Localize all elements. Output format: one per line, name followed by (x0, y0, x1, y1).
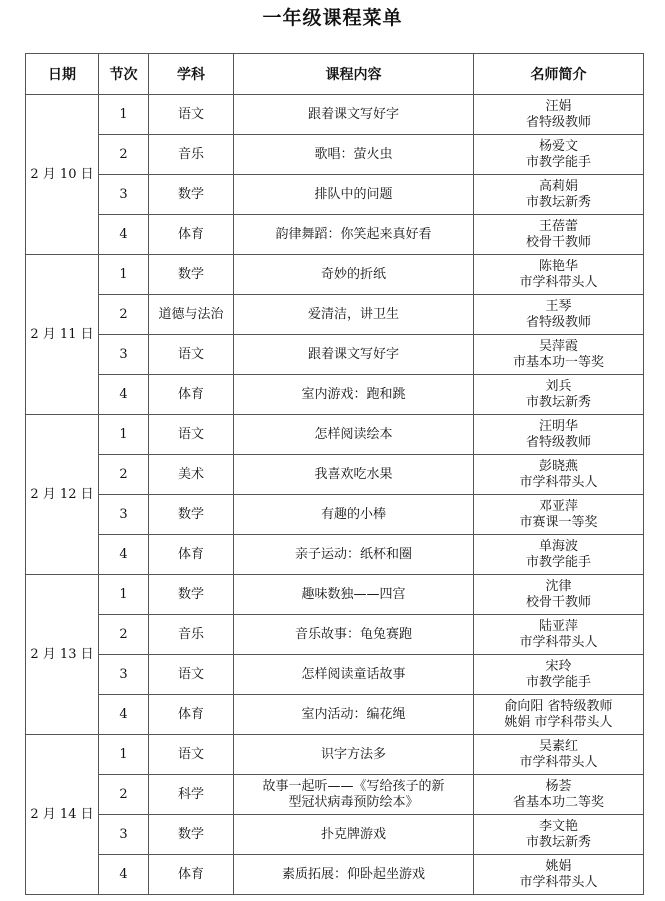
date-cell: 2 月 11 日 (26, 255, 99, 415)
subject-cell: 语文 (149, 735, 234, 775)
content-cell (234, 255, 474, 295)
subject-cell: 语文 (149, 335, 234, 375)
period-cell: 2 (99, 615, 149, 655)
teacher-cell (474, 495, 644, 535)
teacher-cell (474, 175, 644, 215)
period-cell: 4 (99, 535, 149, 575)
content-line: 排队中的问题 (314, 186, 393, 202)
teacher-name: 邓亚萍 (538, 498, 578, 514)
teacher-title: 市基本功一等奖 (512, 354, 604, 370)
teacher-name: 汪明华 (538, 418, 578, 434)
content-cell (234, 655, 474, 695)
table-row (26, 415, 644, 455)
content-cell (234, 775, 474, 815)
content-line: 音乐故事：龟兔赛跑 (294, 626, 412, 642)
subject-cell: 道德与法治 (149, 295, 234, 335)
period-cell: 3 (99, 655, 149, 695)
teacher-title: 市学科带头人 (519, 754, 598, 770)
table-row (26, 175, 644, 215)
subject-cell: 体育 (149, 695, 234, 735)
subject-cell: 音乐 (149, 615, 234, 655)
teacher-cell (474, 255, 644, 295)
teacher-name: 陈艳华 (538, 258, 578, 274)
period-cell: 2 (99, 455, 149, 495)
teacher-cell (474, 615, 644, 655)
teacher-cell (474, 815, 644, 855)
teacher-name: 刘兵 (545, 378, 572, 394)
date-cell: 2 月 13 日 (26, 575, 99, 735)
subject-cell: 数学 (149, 815, 234, 855)
period-cell: 1 (99, 735, 149, 775)
content-cell (234, 175, 474, 215)
header-subject: 学科 (149, 54, 234, 95)
teacher-name: 王蓓蕾 (538, 218, 578, 234)
period-cell: 1 (99, 575, 149, 615)
teacher-name: 王琴 (545, 298, 572, 314)
teacher-cell (474, 695, 644, 735)
content-cell (234, 575, 474, 615)
teacher-cell (474, 855, 644, 895)
period-cell: 4 (99, 375, 149, 415)
period-cell: 2 (99, 775, 149, 815)
content-cell (234, 695, 474, 735)
page-title: 一年级课程菜单 (262, 7, 403, 29)
table-row (26, 575, 644, 615)
content-cell (234, 375, 474, 415)
content-line: 韵律舞蹈：你笑起来真好看 (275, 226, 432, 242)
content-line: 识字方法多 (320, 746, 386, 762)
period-cell: 4 (99, 215, 149, 255)
teacher-title: 市教坛新秀 (525, 194, 591, 210)
content-cell (234, 735, 474, 775)
teacher-cell (474, 775, 644, 815)
table-row (26, 375, 644, 415)
content-cell (234, 855, 474, 895)
subject-cell: 数学 (149, 495, 234, 535)
subject-cell: 语文 (149, 415, 234, 455)
teacher-name: 高莉娟 (538, 178, 578, 194)
content-line: 扑克牌游戏 (320, 826, 386, 842)
content-line: 奇妙的折纸 (320, 266, 386, 282)
period-cell: 4 (99, 695, 149, 735)
table-row (26, 95, 644, 135)
period-cell: 3 (99, 335, 149, 375)
teacher-name: 吴萍霞 (538, 338, 578, 354)
subject-cell: 体育 (149, 215, 234, 255)
teacher-title: 省特级教师 (525, 114, 591, 130)
content-line: 亲子运动：纸杯和圈 (294, 546, 412, 562)
subject-cell: 体育 (149, 855, 234, 895)
date-cell: 2 月 10 日 (26, 95, 99, 255)
teacher-name: 彭晓燕 (538, 458, 578, 474)
teacher-cell (474, 335, 644, 375)
teacher-title: 市赛课一等奖 (519, 514, 598, 530)
table-row (26, 695, 644, 735)
teacher-title: 省基本功二等奖 (512, 794, 604, 810)
teacher-cell (474, 655, 644, 695)
content-line: 素质拓展：仰卧起坐游戏 (281, 866, 425, 882)
teacher-cell (474, 375, 644, 415)
content-cell (234, 815, 474, 855)
table-row (26, 535, 644, 575)
content-line: 趣味数独——四宫 (301, 586, 406, 602)
period-cell: 2 (99, 295, 149, 335)
teacher-cell (474, 735, 644, 775)
content-line: 有趣的小棒 (320, 506, 386, 522)
table-row (26, 455, 644, 495)
header-period: 节次 (99, 54, 149, 95)
teacher-title: 省特级教师 (525, 314, 591, 330)
teacher-title: 省特级教师 (525, 434, 591, 450)
table-row (26, 815, 644, 855)
teacher-title: 市教学能手 (525, 674, 591, 690)
table-row (26, 615, 644, 655)
teacher-cell (474, 415, 644, 455)
subject-cell: 数学 (149, 575, 234, 615)
subject-cell: 音乐 (149, 135, 234, 175)
date-cell: 2 月 12 日 (26, 415, 99, 575)
teacher-title: 市学科带头人 (519, 474, 598, 490)
date-cell: 2 月 14 日 (26, 735, 99, 895)
teacher-cell (474, 95, 644, 135)
teacher-name: 沈律 (545, 578, 572, 594)
teacher-title: 市学科带头人 (519, 274, 598, 290)
teacher-cell (474, 295, 644, 335)
teacher-title: 校骨干教师 (525, 234, 591, 250)
course-schedule-table (25, 53, 644, 895)
period-cell: 2 (99, 135, 149, 175)
content-line: 室内游戏：跑和跳 (301, 386, 406, 402)
teacher-title: 姚娟 市学科带头人 (504, 714, 613, 730)
table-row (26, 495, 644, 535)
schedule-body (26, 95, 644, 895)
teacher-cell (474, 215, 644, 255)
teacher-cell (474, 455, 644, 495)
content-cell (234, 215, 474, 255)
content-line: 跟着课文写好字 (307, 106, 399, 122)
content-cell (234, 415, 474, 455)
table-row (26, 295, 644, 335)
subject-cell: 美术 (149, 455, 234, 495)
table-row (26, 135, 644, 175)
header-teacher: 名师简介 (474, 54, 644, 95)
header-date: 日期 (26, 54, 99, 95)
content-cell (234, 535, 474, 575)
header-content: 课程内容 (234, 54, 474, 95)
teacher-name: 俞向阳 省特级教师 (504, 698, 613, 714)
content-line: 跟着课文写好字 (307, 346, 399, 362)
teacher-cell (474, 575, 644, 615)
subject-cell: 数学 (149, 175, 234, 215)
subject-cell: 体育 (149, 375, 234, 415)
content-cell (234, 135, 474, 175)
content-cell (234, 455, 474, 495)
teacher-name: 李文艳 (538, 818, 578, 834)
period-cell: 1 (99, 95, 149, 135)
period-cell: 3 (99, 175, 149, 215)
table-row (26, 255, 644, 295)
teacher-title: 校骨干教师 (525, 594, 591, 610)
teacher-title: 市教学能手 (525, 154, 591, 170)
content-cell (234, 295, 474, 335)
teacher-title: 市教学能手 (525, 554, 591, 570)
content-line: 室内活动：编花绳 (301, 706, 406, 722)
header-row (26, 54, 644, 95)
teacher-title: 市学科带头人 (519, 634, 598, 650)
subject-cell: 科学 (149, 775, 234, 815)
subject-cell: 语文 (149, 655, 234, 695)
content-line: 型冠状病毒预防绘本》 (288, 794, 419, 810)
teacher-name: 吴素红 (538, 738, 578, 754)
teacher-name: 陆亚萍 (538, 618, 578, 634)
table-row (26, 735, 644, 775)
content-line: 我喜欢吃水果 (314, 466, 393, 482)
content-line: 爱清洁，讲卫生 (307, 306, 399, 322)
table-row (26, 335, 644, 375)
teacher-name: 杨爱文 (538, 138, 578, 154)
content-line: 故事一起听——《写给孩子的新 (262, 778, 445, 794)
teacher-name: 杨荟 (545, 778, 572, 794)
content-line: 怎样阅读绘本 (314, 426, 393, 442)
teacher-name: 单海波 (538, 538, 578, 554)
period-cell: 1 (99, 415, 149, 455)
teacher-title: 市教坛新秀 (525, 394, 591, 410)
table-row (26, 775, 644, 815)
period-cell: 4 (99, 855, 149, 895)
teacher-name: 姚娟 (545, 858, 572, 874)
subject-cell: 体育 (149, 535, 234, 575)
teacher-cell (474, 535, 644, 575)
content-cell (234, 95, 474, 135)
period-cell: 3 (99, 815, 149, 855)
teacher-title: 市教坛新秀 (525, 834, 591, 850)
table-row (26, 655, 644, 695)
subject-cell: 数学 (149, 255, 234, 295)
table-row (26, 215, 644, 255)
content-line: 歌唱：萤火虫 (314, 146, 393, 162)
teacher-name: 汪娟 (545, 98, 572, 114)
period-cell: 3 (99, 495, 149, 535)
teacher-name: 宋玲 (545, 658, 572, 674)
content-cell (234, 335, 474, 375)
table-row (26, 855, 644, 895)
content-line: 怎样阅读童话故事 (301, 666, 406, 682)
content-cell (234, 495, 474, 535)
content-cell (234, 615, 474, 655)
subject-cell: 语文 (149, 95, 234, 135)
teacher-cell (474, 135, 644, 175)
period-cell: 1 (99, 255, 149, 295)
teacher-title: 市学科带头人 (519, 874, 598, 890)
